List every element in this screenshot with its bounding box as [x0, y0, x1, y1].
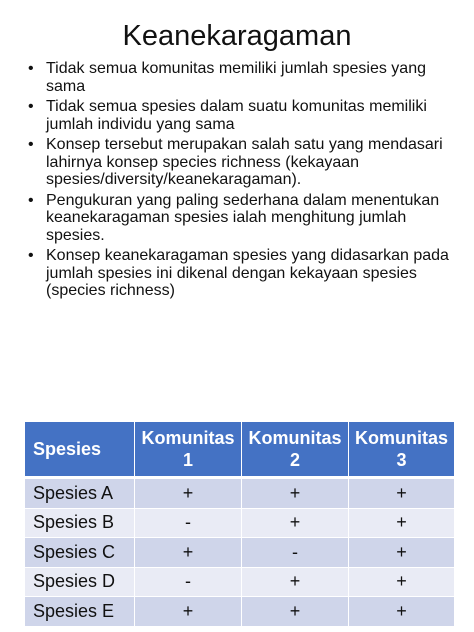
bullet-list — [22, 60, 462, 303]
presence-cell: + — [349, 538, 455, 568]
bullet-item — [22, 98, 462, 133]
header-komunitas-3: Komunitas 3 — [349, 422, 455, 478]
bullet-text: Konsep keanekaragaman spesies yang didasarkan pada jumlah spesies ini dikenal dengan kekayaan spesies (species richness) — [46, 247, 449, 299]
bullet-item — [22, 60, 462, 95]
presence-cell: + — [135, 597, 242, 627]
bullet-text: Tidak semua komunitas memiliki jumlah spesies yang sama — [46, 60, 426, 95]
presence-cell: - — [135, 508, 242, 538]
table-row — [25, 567, 455, 597]
bullet-item — [22, 192, 462, 245]
presence-cell: + — [349, 597, 455, 627]
bullet-icon: • — [28, 136, 34, 153]
header-spesies: Spesies — [25, 422, 135, 478]
bullet-icon: • — [28, 247, 34, 264]
presence-cell: - — [242, 538, 349, 568]
bullet-item — [22, 247, 462, 300]
presence-cell: + — [242, 567, 349, 597]
species-name-cell: Spesies E — [25, 597, 135, 627]
bullet-icon: • — [28, 60, 34, 77]
presence-cell: + — [242, 508, 349, 538]
slide-title: Keanekaragaman — [122, 20, 352, 52]
bullet-icon: • — [28, 191, 34, 209]
species-table — [24, 422, 455, 627]
species-name-cell: Spesies D — [25, 567, 135, 597]
presence-cell: - — [135, 567, 242, 597]
presence-cell: + — [135, 478, 242, 509]
bullet-text: Pengukuran yang paling sederhana dalam menentukan keanekaragaman spesies ialah menghitung jumlah spesies. — [46, 191, 440, 244]
bullet-text: Konsep tersebut merupakan salah satu yang mendasari lahirnya konsep species richness (kekayaan spesies/diversity/keanekaragaman). — [46, 136, 443, 188]
bullet-item — [22, 136, 462, 189]
presence-cell: + — [349, 478, 455, 509]
header-komunitas-1: Komunitas 1 — [135, 422, 242, 478]
table-row — [25, 597, 455, 627]
table-row — [25, 478, 455, 509]
species-name-cell: Spesies A — [25, 478, 135, 509]
bullet-text: Tidak semua spesies dalam suatu komunitas memiliki jumlah individu yang sama — [46, 98, 427, 133]
species-name-cell: Spesies C — [25, 538, 135, 568]
bullet-icon: • — [28, 98, 34, 115]
table-row — [25, 508, 455, 538]
presence-cell: + — [349, 567, 455, 597]
presence-cell: + — [242, 597, 349, 627]
table-header-row — [25, 422, 455, 478]
table-row — [25, 538, 455, 568]
header-komunitas-2: Komunitas 2 — [242, 422, 349, 478]
species-name-cell: Spesies B — [25, 508, 135, 538]
presence-cell: + — [349, 508, 455, 538]
presence-cell: + — [135, 538, 242, 568]
presence-cell: + — [242, 478, 349, 509]
